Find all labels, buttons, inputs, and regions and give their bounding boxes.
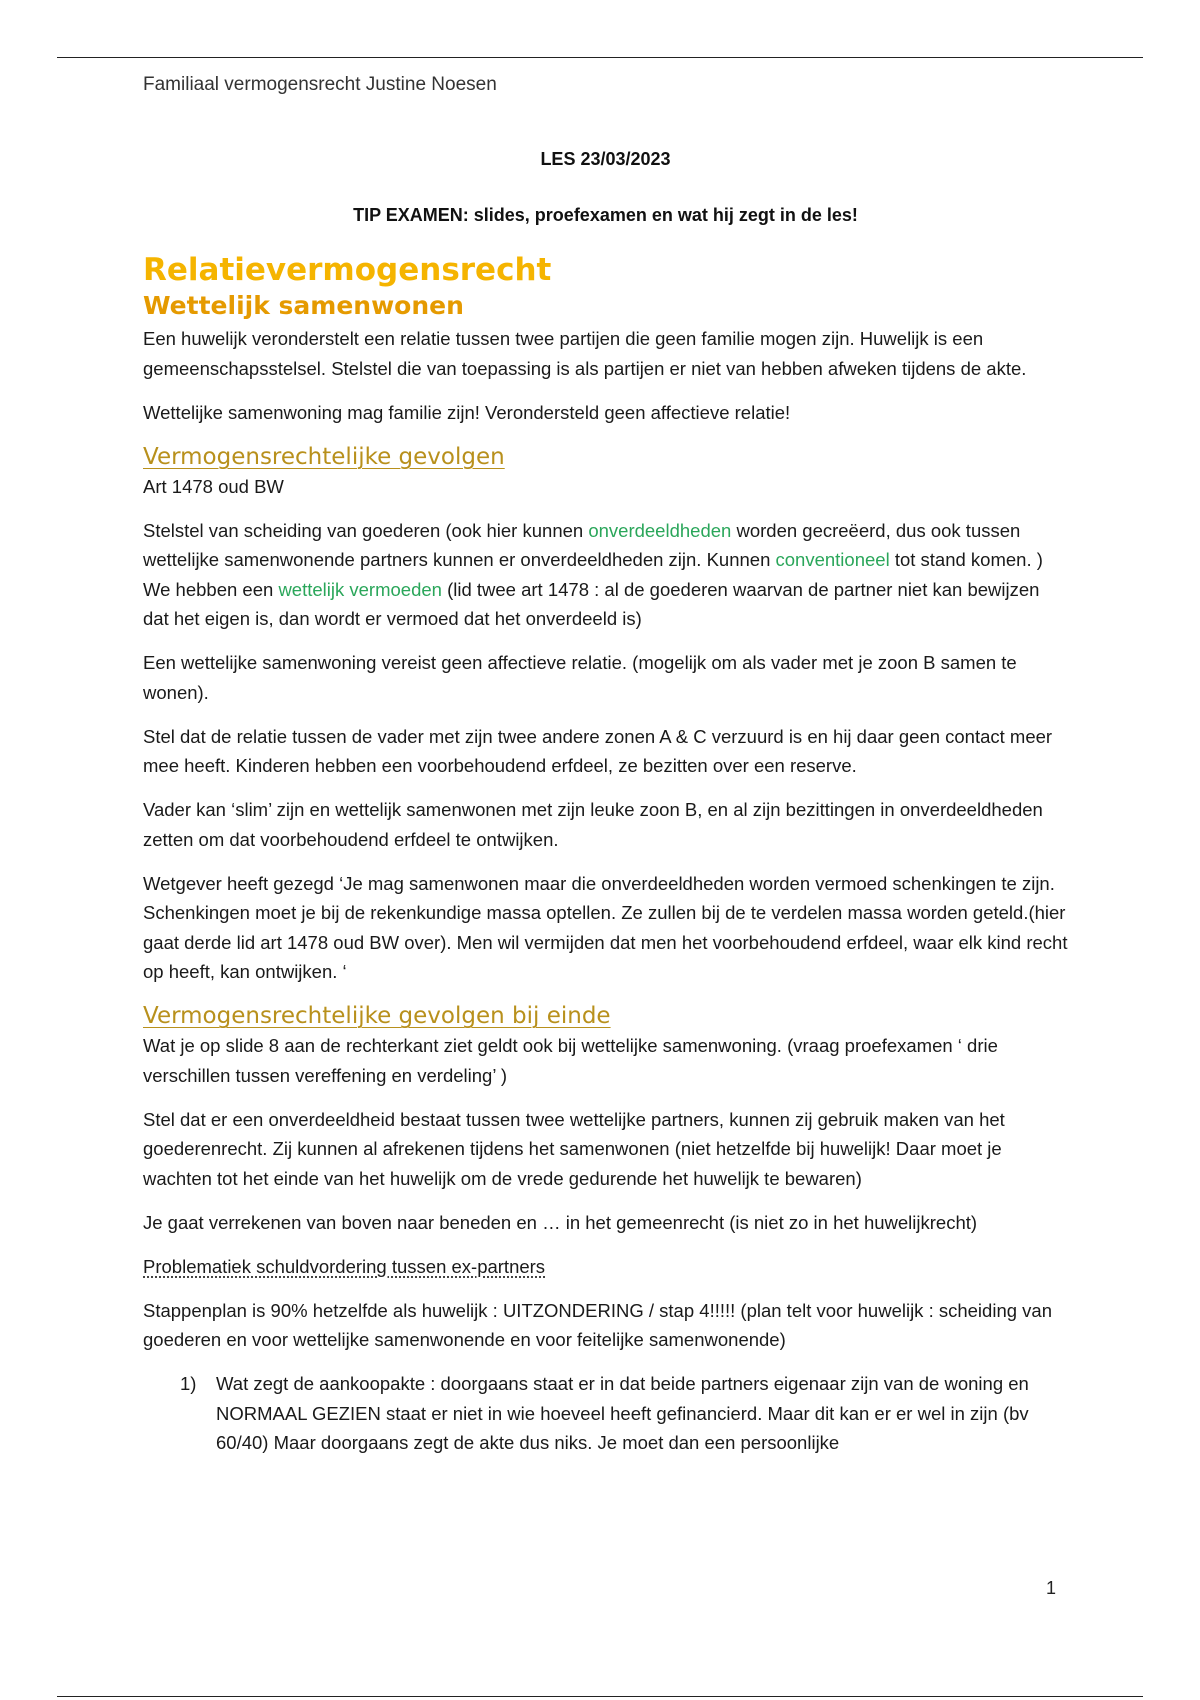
paragraph-article: Art 1478 oud BW (143, 475, 284, 497)
paragraph-vader: Vader kan ‘slim’ zijn en wettelijk samenwonen met zijn leuke zoon B, en al zijn bezittingen in onverdeeldheden zetten om dat voorbehoudend erfdeel te ontwijken. (143, 799, 1043, 850)
paragraph-problematiek (143, 1252, 1068, 1282)
list-number: 1) (180, 1373, 197, 1394)
bottom-rule (57, 1696, 1143, 1697)
heading-wettelijk-samenwonen: Wettelijk samenwonen (143, 291, 464, 320)
list-item (180, 1369, 1068, 1458)
subheading-problematiek: Problematiek schuldvordering tussen ex-partners (143, 1255, 546, 1277)
exam-tip: TIP EXAMEN: slides, proefexamen en wat hij zegt in de les! (353, 204, 858, 225)
term-wettelijk-vermoeden: wettelijk vermoeden (278, 578, 442, 600)
paragraph-onverdeeldheid: Stel dat er een onverdeeldheid bestaat tussen twee wettelijke partners, kunnen zij gebruik maken van het goederenrecht. Zij kunnen al afrekenen tijdens het samenwonen (niet hetzelfde bij huwelijk! Daar moet je wachten tot het einde van het huwelijk om de vrede gedurende het huwelijk te bewaren) (143, 1108, 1005, 1189)
paragraph-verrekenen: Je gaat verrekenen van boven naar beneden en … in het gemeenrecht (is niet zo in het huwelijkrecht) (143, 1211, 978, 1233)
paragraph-stappenplan: Stappenplan is 90% hetzelfde als huwelijk : UITZONDERING / stap 4!!!!! (plan telt voor huwelijk : scheiding van goederen en voor wettelijke samenwonende en voor feitelijke samenwonende) (143, 1299, 1052, 1350)
paragraph-familie: Wettelijke samenwoning mag familie zijn! Verondersteld geen affectieve relatie! (143, 401, 791, 423)
paragraph-stelsel: Stelstel van scheiding van goederen (ook hier kunnen onverdeeldheden worden gecreëerd, dus ook tussen wettelijke samenwonende partners kunnen er onverdeeldheden zijn. Kunnen conventioneel tot stand komen. ) We hebben een wettelijk vermoeden (lid twee art 1478 : al de goederen waarvan de partner niet kan bewijzen dat het eigen is, dan wordt er vermoed dat het onverdeeld is) (143, 519, 1043, 629)
paragraph-affectieve-relatie: Een wettelijke samenwoning vereist geen affectieve relatie. (mogelijk om als vader met je zoon B samen te wonen). (143, 652, 1017, 703)
term-conventioneel: conventioneel (775, 549, 890, 570)
paragraph-huwelijk: Een huwelijk veronderstelt een relatie tussen twee partijen die geen familie mogen zijn. Huwelijk is een gemeenschapsstelsel. Stelstel die van toepassing is als partijen er niet van hebben afweken tijdens de akte. (143, 328, 1027, 379)
heading-relatievermogensrecht: Relatievermogensrecht (143, 252, 552, 288)
list-text: Wat zegt de aankoopakte : doorgaans staat er in dat beide partners eigenaar zijn van de woning en NORMAAL GEZIEN staat er niet in wie hoeveel heeft gefinancierd. Maar dit kan er er wel in zijn (bv 60/40) Maar doorgaans zegt de akte dus niks. Je moet dan een persoonlijke (216, 1373, 1029, 1453)
heading-vermogensrechtelijke-gevolgen: Vermogensrechtelijke gevolgen (143, 443, 505, 470)
document-header: Familiaal vermogensrecht Justine Noesen (143, 74, 497, 95)
lesson-date: LES 23/03/2023 (540, 149, 671, 169)
heading-gevolgen-bij-einde: Vermogensrechtelijke gevolgen bij einde (143, 1003, 611, 1029)
term-onverdeeldheden: onverdeeldheden (588, 519, 732, 541)
paragraph-zonen: Stel dat de relatie tussen de vader met zijn twee andere zonen A & C verzuurd is en hij daar geen contact meer mee heeft. Kinderen hebben een voorbehoudend erfdeel, ze bezitten over een reserve. (143, 725, 1053, 776)
page-number: 1 (1046, 1578, 1057, 1598)
top-rule (57, 57, 1143, 58)
paragraph-wetgever: Wetgever heeft gezegd ‘Je mag samenwonen maar die onverdeeldheden worden vermoed schenkingen te zijn. Schenkingen moet je bij de rekenkundige massa optellen. Ze zullen bij de te verdelen massa worden geteld.(hier gaat derde lid art 1478 oud BW over). Men wil vermijden dat men het voorbehoudend erfdeel, waar elk kind recht op heeft, kan ontwijken. ‘ (143, 872, 1068, 982)
document-body (143, 145, 1068, 1458)
paragraph-slide8: Wat je op slide 8 aan de rechterkant ziet geldt ook bij wettelijke samenwoning. (vraag proefexamen ‘ drie verschillen tussen vereffening en verdeling’ ) (143, 1035, 998, 1086)
